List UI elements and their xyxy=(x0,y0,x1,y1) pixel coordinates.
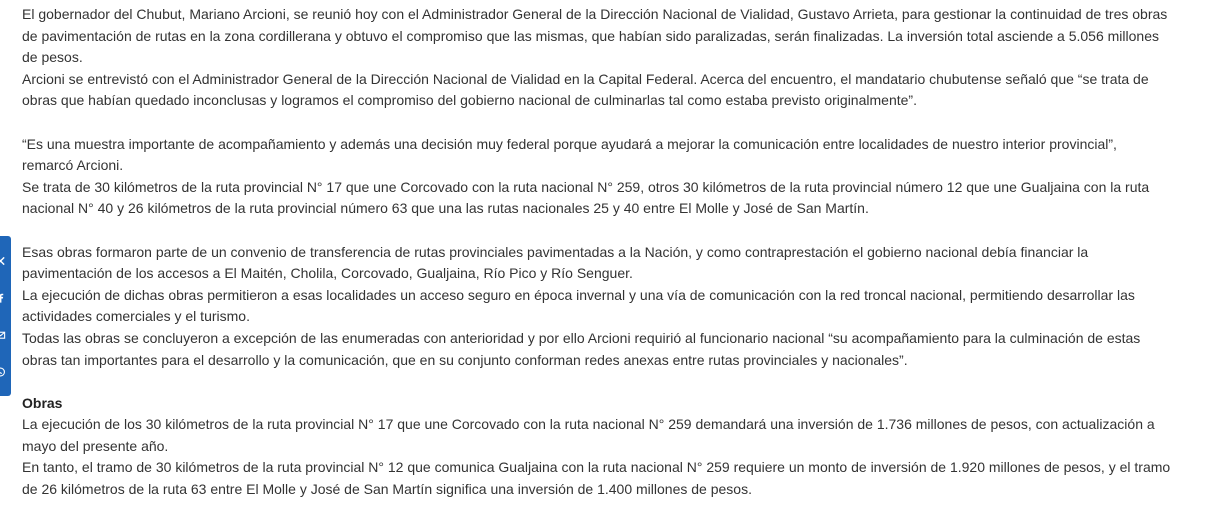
share-sidebar xyxy=(0,236,11,396)
paragraph-benefits: La ejecución de dichas obras permitieron a esas localidades un acceso seguro en época invernal y una vía de comunicación con la red troncal nacional, permitiendo desarrollar las actividades comerciales y el turismo. xyxy=(22,286,1135,325)
email-icon[interactable] xyxy=(0,329,6,341)
paragraph-spacer xyxy=(22,220,1172,242)
paragraph-spacer xyxy=(22,112,1172,134)
paragraph-intro: El gobernador del Chubut, Mariano Arcioni, se reunió hoy con el Administrador General de la Dirección Nacional de Vialidad, Gustavo Arrieta, para gestionar la continuidad de tres obras de pavimentación de rutas en la zona cordillerana y obtuvo el compromiso que las mismas, que habían sido paralizadas, serán finalizadas. La inversión total asciende a 5.056 millones de pesos. xyxy=(22,6,1168,66)
paragraph-route-17: La ejecución de los 30 kilómetros de la ruta provincial N° 17 que une Corcovado con la ruta nacional N° 259 demandará una inversión de 1.736 millones de pesos, con actualización a mayo del presente año. xyxy=(22,416,1155,454)
paragraph-request: Todas las obras se concluyeron a excepción de las enumeradas con anterioridad y por ello Arcioni requirió al funcionario nacional “su acompañamiento para la culminación de estas obras tan importantes para el desarrollo y la comunicación, que en su conjunto conforman redes anexas entre rutas provinciales y nacionales”. xyxy=(22,329,1141,368)
section-heading-obras: Obras xyxy=(22,394,63,411)
facebook-icon[interactable] xyxy=(0,292,6,304)
whatsapp-icon[interactable] xyxy=(0,366,6,378)
x-twitter-icon[interactable] xyxy=(0,255,6,267)
paragraph-route-12-63: En tanto, el tramo de 30 kilómetros de la ruta provincial N° 12 que comunica Gualjaina con la ruta nacional N° 259 requiere un monto de inversión de 1.920 millones de pesos, y el tramo de 26 kilómetros de la ruta 63 entre El Molle y José de San Martín significa una inversión de 1.400 millones de pesos. xyxy=(22,459,1171,498)
paragraph-routes: Se trata de 30 kilómetros de la ruta provincial N° 17 que une Corcovado con la ruta nacional N° 259, otros 30 kilómetros de la ruta provincial número 12 que une Gualjaina con la ruta nacional N° 40 y 26 kilómetros de la ruta provincial número 63 que una las rutas nacionales 25 y 40 entre El Molle y José de San Martín. xyxy=(22,178,1150,217)
paragraph-meeting: Arcioni se entrevistó con el Administrador General de la Dirección Nacional de Vialidad en la Capital Federal. Acerca del encuentro, el mandatario chubutense señaló que “se trata de obras que habían quedado inconclusas y logramos el compromiso del gobierno nacional de culminarlas tal como estaba previsto originalmente”. xyxy=(22,70,1149,109)
article-body xyxy=(22,4,1172,501)
paragraph-agreement: Esas obras formaron parte de un convenio de transferencia de rutas provinciales pavimentadas a la Nación, y como contraprestación el gobierno nacional debía financiar la pavimentación de los accesos a El Maitén, Cholila, Corcovado, Gualjaina, Río Pico y Río Senguer. xyxy=(22,243,1089,282)
paragraph-quote: “Es una muestra importante de acompañamiento y además una decisión muy federal porque ayudará a mejorar la comunicación entre localidades de nuestro interior provincial”, remarcó Arcioni. xyxy=(22,135,1117,174)
paragraph-spacer xyxy=(22,371,1172,393)
